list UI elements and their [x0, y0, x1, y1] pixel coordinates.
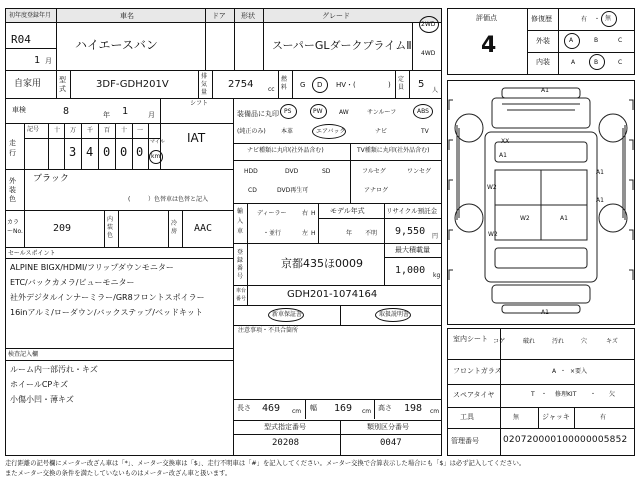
grade-label: グレード: [322, 12, 350, 20]
odometer-digit-1: 3: [69, 145, 77, 159]
seat-item-3: 穴: [581, 338, 588, 345]
fuel-close: ): [388, 81, 391, 89]
first-reg-month: 1: [34, 55, 41, 66]
diagram-mark-0: A1: [541, 87, 549, 94]
seat-item-2: 汚れ: [552, 338, 565, 345]
navi-sd: SD: [322, 168, 331, 175]
exterior-color-label: 外装色: [9, 177, 16, 203]
interior-grade-b: B: [594, 59, 599, 66]
tools-value: 無: [513, 414, 520, 421]
evaluation-score: 4: [481, 33, 497, 58]
equip-navi: ナビ: [375, 128, 388, 135]
diagram-mark-8: W2: [488, 231, 498, 238]
glass-replace: ×要入: [570, 368, 588, 375]
equipment-sub: (純正のみ): [237, 128, 266, 135]
load-unit: kg: [433, 272, 441, 279]
import-label: 輸入車: [237, 208, 244, 235]
odometer-digit-3: 0: [103, 145, 111, 159]
ac-value: AAC: [194, 223, 213, 234]
import-h-1: H: [311, 210, 316, 217]
inspector-note-2: 小傷小凹・薄キズ: [10, 395, 74, 404]
glass-label: フロントガラス: [453, 367, 502, 375]
tv-analog: アナログ: [364, 187, 389, 194]
odometer-digit-2: 4: [86, 145, 94, 159]
equip-tv: TV: [421, 128, 429, 135]
width-unit: cm: [362, 408, 372, 415]
navi-hdd: HDD: [244, 168, 258, 175]
selling-points-label: セールスポイント: [8, 250, 56, 257]
inspection-year-unit: 年: [103, 111, 110, 119]
spare-dot2: ・: [590, 391, 597, 398]
digit-header-5: 一: [137, 127, 144, 134]
sign-label: 記号: [27, 126, 40, 133]
height-value: 198: [404, 403, 423, 414]
model-year-unknown: 不明: [365, 230, 378, 237]
interior-grade-label: 内装: [536, 58, 550, 66]
spare-missing: 欠: [609, 391, 616, 398]
width-label: 幅: [310, 404, 317, 412]
length-unit: cm: [292, 408, 302, 415]
repair-no: 無: [605, 15, 612, 22]
digit-header-3: 百: [104, 127, 111, 134]
height-unit: cm: [430, 408, 440, 415]
capacity-value: 5: [418, 79, 425, 90]
type-code-label: 型式指定番号: [264, 423, 306, 431]
warranty-manual: 取扱説明書: [379, 311, 410, 318]
exterior-grade-a: A: [569, 37, 574, 44]
diagram-mark-3: W2: [487, 184, 497, 191]
width-value: 169: [334, 403, 353, 414]
paren-open: (: [128, 196, 131, 203]
equipment-label: 装備品に丸印: [237, 110, 279, 118]
car-name-value: ハイエースバン: [75, 38, 158, 52]
door-label: ドア: [212, 12, 226, 20]
displacement-label: 排気量: [201, 73, 208, 96]
fuel-label: 燃料: [281, 76, 288, 91]
inspection-month-unit: 月: [148, 111, 155, 119]
evaluation-label: 評価点: [476, 14, 497, 22]
equip-abs: ABS: [417, 108, 429, 115]
model-value: 3DF-GDH201V: [96, 79, 169, 90]
inspector-note-1: ホイールCPキズ: [10, 380, 69, 389]
jack-label: ジャッキ: [542, 413, 570, 421]
capacity-label: 定員: [398, 76, 405, 91]
tv-title: TV種類に丸印(社外品含む): [357, 147, 430, 154]
model-year-unit: 年: [346, 230, 353, 237]
length-value: 469: [262, 403, 281, 414]
digit-header-2: 千: [87, 127, 94, 134]
import-parallel: ・並行: [263, 230, 282, 237]
chassis-value: GDH201-1074164: [287, 289, 378, 300]
inspection-label: 車検: [12, 106, 26, 114]
glass-dot: ・: [560, 368, 567, 375]
car-name-label: 車名: [120, 12, 134, 20]
inspector-notes-label: 検査記入欄: [8, 351, 39, 358]
drive-2wd: 2WD: [421, 21, 436, 28]
inspection-month: 1: [122, 106, 129, 117]
diagram-mark-6: W2: [520, 215, 530, 222]
seat-item-4: キズ: [606, 338, 618, 345]
fuel-hv: HV・(: [336, 81, 356, 89]
color-no-value: 209: [53, 223, 72, 234]
registration-label: 登録番号: [237, 249, 244, 280]
exterior-color-note: ）色替車は色替と記入: [148, 196, 209, 203]
color-no-label: カラーNo.: [7, 219, 23, 235]
spare-dot: ・: [541, 391, 548, 398]
shift-value: IAT: [187, 131, 206, 145]
ac-label: 冷房: [171, 220, 178, 235]
type-code-value: 20208: [272, 438, 300, 448]
spare-t: T: [531, 391, 535, 398]
first-reg-label: 初年度登録年月: [9, 12, 52, 19]
import-right: 右: [302, 210, 309, 217]
diagram-mark-9: A1: [541, 309, 549, 316]
navi-title: ナビ種類に丸印(社外品含む): [247, 147, 324, 154]
model-year-label: モデル年式: [330, 207, 365, 215]
recycle-unit: 円: [432, 233, 439, 240]
registration-value: 京都435ほ0009: [281, 257, 363, 270]
jack-value: 有: [600, 414, 607, 421]
shift-label: シフト: [190, 100, 209, 107]
repair-history-label: 修復歴: [531, 15, 552, 23]
digit-header-0: 十: [54, 127, 61, 134]
seat-label: 室内シート: [453, 335, 488, 343]
interior-grade-c: C: [618, 59, 623, 66]
load-label: 最大積載量: [395, 246, 430, 254]
tools-label: 工具: [460, 413, 474, 421]
model-label: 型式: [59, 76, 66, 93]
odometer-digit-4: 0: [120, 145, 128, 159]
navi-dvd-play: DVD再生可: [277, 187, 309, 194]
fuel-d: D: [317, 81, 323, 89]
exterior-grade-label: 外装: [536, 37, 550, 45]
height-label: 高さ: [378, 404, 392, 412]
repair-dot: ・: [594, 16, 601, 23]
diagram-mark-4: A1: [596, 169, 604, 176]
equip-airbag: エアバック: [316, 128, 346, 135]
recycle-label: リサイクル預託金: [386, 207, 438, 215]
first-reg-era-year: R04: [11, 33, 31, 46]
import-dealer: ディーラー: [257, 210, 287, 217]
capacity-unit: 人: [432, 87, 439, 94]
diagram-mark-7: A1: [560, 215, 568, 222]
diagram-mark-2: A1: [499, 152, 507, 159]
selling-point-1: ETC/バックカメラ/ビューモニター: [10, 278, 135, 287]
odometer-digit-5: 0: [136, 145, 144, 159]
import-h-2: H: [311, 230, 316, 237]
inspector-note-0: ルーム内一部汚れ・キズ: [10, 365, 98, 374]
management-label: 管理番号: [451, 437, 479, 445]
management-value: 020720000100000005852: [503, 435, 628, 445]
equip-pw: PW: [313, 108, 323, 115]
equip-leather: 本革: [281, 128, 294, 135]
selling-point-3: 16inアルミ/ローダウン/バックステップ/ベッドキット: [10, 308, 203, 317]
displacement-value: 2754: [228, 79, 254, 90]
diagram-mark-5: A1: [596, 197, 604, 204]
class-code-value: 0047: [380, 438, 402, 448]
length-label: 長さ: [237, 404, 251, 412]
run-label: 走行: [9, 139, 16, 157]
equip-sunroof: サンルーフ: [367, 109, 397, 116]
car-diagram: [447, 80, 635, 325]
exterior-grade-b: B: [594, 37, 599, 44]
shape-label: 形状: [241, 12, 255, 20]
navi-cd: CD: [248, 187, 257, 194]
class-code-label: 類別区分番号: [367, 423, 409, 431]
repair-yes: 有: [581, 16, 588, 23]
seat-item-0: コゲ: [493, 338, 506, 345]
warranty-new-car: 新車保証書: [272, 311, 303, 318]
navi-dvd: DVD: [285, 168, 299, 175]
digit-header-4: 十: [121, 127, 128, 134]
interior-grade-a: A: [571, 59, 576, 66]
diagram-mark-1: XX: [501, 138, 510, 145]
digit-header-1: 万: [70, 127, 77, 134]
cc-unit: cc: [268, 86, 275, 93]
spare-kit: 修理KIT: [555, 391, 577, 398]
month-unit: 月: [45, 57, 52, 65]
drive-4wd: 4WD: [421, 50, 436, 57]
mile-label: マイル: [150, 139, 165, 145]
footer-note-1: 走行距離の記号欄にメーター改ざん車は「*」、メーター交換車は「$」、走行不明車は「#」を記入してください。メーター交換で合算表示した場合にも「$」は必ず記入してください。: [5, 460, 526, 467]
glass-a: A: [552, 368, 557, 375]
equip-ps: PS: [284, 108, 292, 115]
recycle-value: 9,550: [395, 226, 426, 237]
selling-point-2: 社外デジタルインナーミラー/GR8フロントスポイラー: [10, 293, 205, 302]
seat-item-1: 破れ: [523, 338, 536, 345]
tv-fullseg: フルセグ: [362, 168, 386, 175]
exterior-grade-c: C: [618, 37, 623, 44]
km-label: km: [151, 153, 161, 160]
grade-value: スーパーGLダークプライムⅡ: [272, 39, 412, 52]
equip-aw: AW: [339, 109, 349, 116]
chassis-label: 車台番号: [236, 288, 247, 302]
load-value: 1,000: [395, 265, 426, 276]
use-value: 自家用: [14, 79, 42, 89]
fuel-g: G: [300, 81, 306, 89]
tv-oneseg: ワンセグ: [407, 168, 432, 175]
spare-label: スペアタイヤ: [453, 391, 495, 399]
notes-label: 注意事項・不具合箇所: [238, 327, 299, 334]
footer-note-2: またメーター交換の条件を満たしていないものはメーター改ざん車と扱います。: [5, 470, 232, 477]
import-left: 左: [302, 230, 309, 237]
interior-color-label: 内装色: [107, 216, 114, 239]
exterior-color-value: ブラック: [33, 174, 69, 184]
inspection-year: 8: [63, 106, 70, 117]
selling-point-0: ALPINE BIGX/HDMI/フリップダウンモニター: [10, 263, 174, 272]
